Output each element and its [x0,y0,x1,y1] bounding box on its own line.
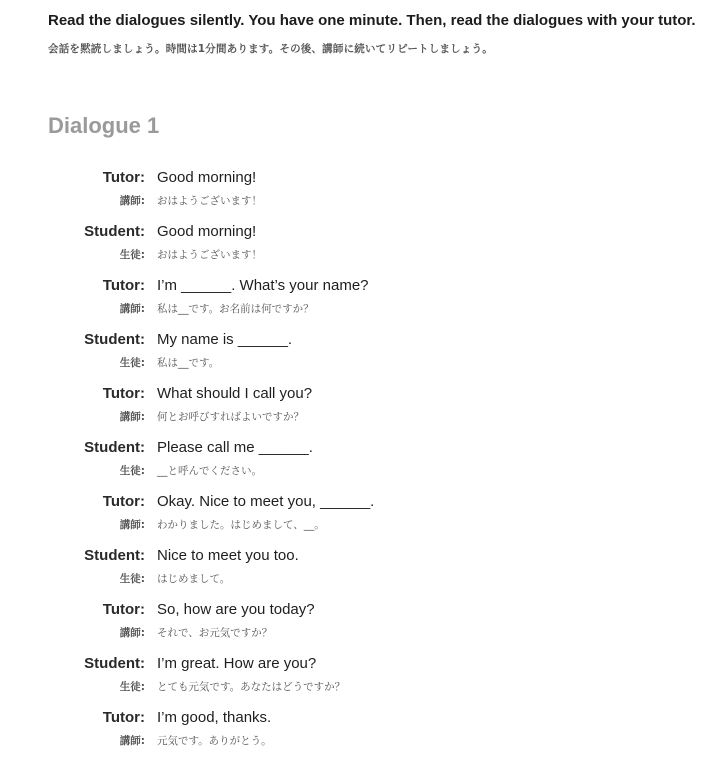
speaker-name: Student: [84,439,145,456]
line-english: I’m ______. What’s your name? [157,277,369,294]
line-japanese: 私は__です。お名前は何ですか？ [157,303,314,315]
dialogue-turn [0,220,722,274]
dialogue-turn [0,382,722,436]
dialogue-list [0,166,722,760]
line-japanese: 元気です。ありがとう。 [157,735,272,747]
line-english: So, how are you today? [157,601,315,618]
speaker-name: Tutor: [102,709,145,726]
speaker-name-japanese: 講師: [119,195,145,207]
line-english: Please call me ______. [157,439,313,456]
dialogue-turn [0,328,722,382]
dialogue-turn [0,652,722,706]
speaker-name: Student: [84,223,145,240]
line-japanese: 私は__です。 [157,357,220,369]
instructions [48,9,708,56]
speaker-name: Tutor: [102,277,145,294]
line-japanese: おはようございます！ [157,249,262,261]
speaker-name-japanese: 生徒: [119,357,145,369]
line-english: Nice to meet you too. [157,547,299,564]
dialogue-turn [0,706,722,760]
dialogue-title: Dialogue 1 [48,113,160,138]
line-english: Good morning! [157,169,257,186]
line-english: I’m good, thanks. [157,709,272,726]
dialogue-turn [0,490,722,544]
speaker-name: Student: [84,547,145,564]
line-japanese: おはようございます！ [157,195,262,207]
dialogue-turn [0,166,722,220]
dialogue-turn [0,544,722,598]
speaker-name: Student: [84,655,145,672]
dialogue-turn [0,598,722,652]
line-english: My name is ______. [157,331,293,348]
speaker-name-japanese: 講師: [119,303,145,315]
speaker-name: Tutor: [102,493,145,510]
speaker-name-japanese: 講師: [119,735,145,747]
speaker-name-japanese: 生徒: [119,573,145,585]
speaker-name: Tutor: [102,601,145,618]
speaker-name: Tutor: [102,169,145,186]
speaker-name-japanese: 講師: [119,519,145,531]
speaker-name-japanese: 生徒: [119,249,145,261]
line-english: I’m great. How are you? [157,655,317,672]
dialogue-turn [0,436,722,490]
line-japanese: 何とお呼びすればよいですか？ [157,411,304,423]
speaker-name: Student: [84,331,145,348]
line-english: What should I call you? [157,385,313,402]
speaker-name-japanese: 生徒: [119,681,145,693]
line-japanese: それで、お元気ですか？ [157,627,273,639]
line-japanese: __と呼んでください。 [157,465,262,477]
line-japanese: はじめまして。 [157,573,231,585]
speaker-name: Tutor: [102,385,145,402]
line-japanese: わかりました。はじめまして、__。 [157,519,325,531]
speaker-name-japanese: 講師: [119,627,145,639]
instructions-english: Read the dialogues silently. You have one minute. Then, read the dialogues with your tutor. [48,12,696,29]
line-english: Good morning! [157,223,257,240]
line-japanese: とても元気です。あなたはどうですか？ [157,681,346,693]
speaker-name-japanese: 生徒: [119,465,145,477]
speaker-name-japanese: 講師: [119,411,145,423]
dialogue-turn [0,274,722,328]
line-english: Okay. Nice to meet you, ______. [157,493,375,510]
instructions-japanese: 会話を黙読しましょう。時間は1分間あります。その後、講師に続いてリピートしましょう。 [48,43,493,55]
